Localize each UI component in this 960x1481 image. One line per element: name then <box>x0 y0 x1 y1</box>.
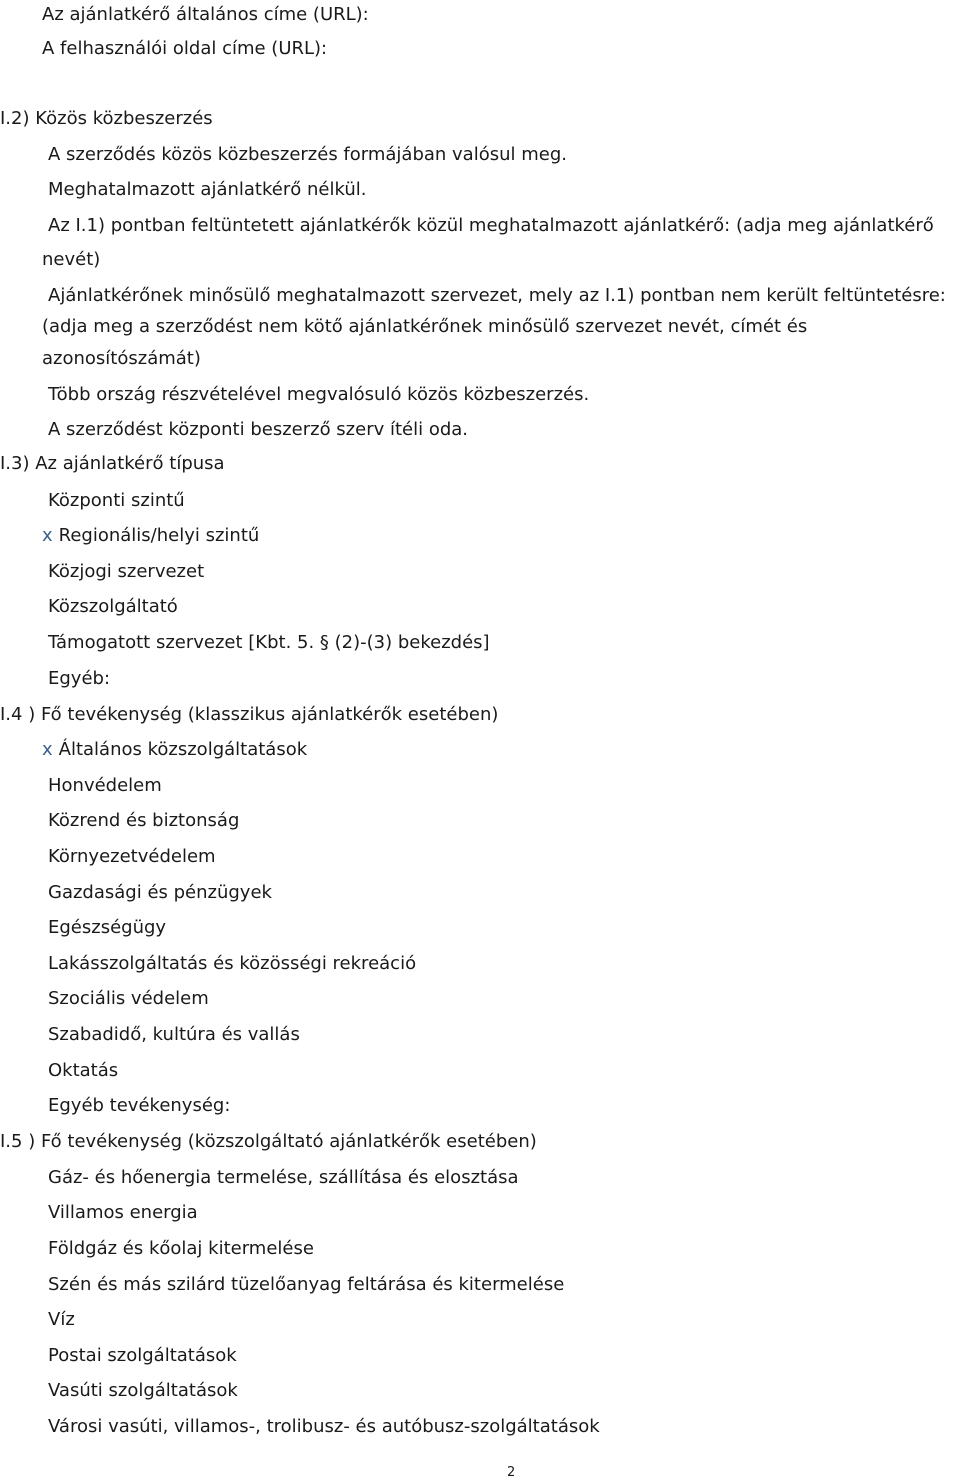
activity-other: Egyéb tevékenység: <box>48 1095 231 1116</box>
type-option-public-law: Közjogi szervezet <box>48 561 205 582</box>
joint-procurement-line: A szerződés közös közbeszerzés formájában valósul meg. <box>48 144 567 165</box>
utility-urban-transport: Városi vasúti, villamos-, trolibusz- és autóbusz-szolgáltatások <box>48 1416 600 1437</box>
activity-defence: Honvédelem <box>48 775 162 796</box>
section-heading-i5: I.5 ) Fő tevékenység (közszolgáltató ajánlatkérők esetében) <box>0 1131 537 1152</box>
type-option-utility: Közszolgáltató <box>48 596 178 617</box>
utility-electricity: Villamos energia <box>48 1202 198 1223</box>
selected-x-mark: x <box>42 525 53 546</box>
authorized-org-line: Ajánlatkérőnek minősülő meghatalmazott szervezet, mely az I.1) pontban nem került feltüntetésre: <box>48 285 946 306</box>
utility-water: Víz <box>48 1309 75 1330</box>
activity-general-public-label: Általános közszolgáltatások <box>58 739 308 760</box>
utility-postal: Postai szolgáltatások <box>48 1345 237 1366</box>
activity-economic: Gazdasági és pénzügyek <box>48 882 272 903</box>
type-option-regional-label: Regionális/helyi szintű <box>58 525 260 546</box>
selected-x-mark: x <box>42 739 53 760</box>
activity-social: Szociális védelem <box>48 988 209 1009</box>
utility-railway: Vasúti szolgáltatások <box>48 1380 238 1401</box>
page-number: 2 <box>507 1465 516 1480</box>
authorized-contracting-cont: nevét) <box>42 249 101 270</box>
activity-housing: Lakásszolgáltatás és közösségi rekreáció <box>48 953 417 974</box>
activity-education: Oktatás <box>48 1060 119 1081</box>
activity-general-public <box>42 738 307 762</box>
without-authorized-line: Meghatalmazott ajánlatkérő nélkül. <box>48 179 367 200</box>
type-option-supported: Támogatott szervezet [Kbt. 5. § (2)-(3) bekezdés] <box>48 632 490 653</box>
central-purchasing-line: A szerződést központi beszerző szerv ítéli oda. <box>48 419 469 440</box>
activity-environment: Környezetvédelem <box>48 846 216 867</box>
activity-public-order: Közrend és biztonság <box>48 810 240 831</box>
general-url-line: Az ajánlatkérő általános címe (URL): <box>42 4 369 25</box>
user-page-url-line: A felhasználói oldal címe (URL): <box>42 38 328 59</box>
utility-gas-oil: Földgáz és kőolaj kitermelése <box>48 1238 314 1259</box>
authorized-org-cont-2: azonosítószámát) <box>42 348 201 369</box>
utility-coal: Szén és más szilárd tüzelőanyag feltárása és kitermelése <box>48 1274 565 1295</box>
multi-country-line: Több ország részvételével megvalósuló közös közbeszerzés. <box>48 384 590 405</box>
activity-recreation: Szabadidő, kultúra és vallás <box>48 1024 300 1045</box>
authorized-contracting-line: Az I.1) pontban feltüntetett ajánlatkérők közül meghatalmazott ajánlatkérő: (adja meg ajánlatkérő <box>48 215 934 236</box>
section-heading-i4: I.4 ) Fő tevékenység (klasszikus ajánlatkérők esetében) <box>0 704 499 725</box>
utility-gas-heat: Gáz- és hőenergia termelése, szállítása és elosztása <box>48 1167 519 1188</box>
section-heading-i2: I.2) Közös közbeszerzés <box>0 108 213 129</box>
activity-health: Egészségügy <box>48 917 167 938</box>
type-option-central: Központi szintű <box>48 490 185 511</box>
type-option-other: Egyéb: <box>48 668 111 689</box>
type-option-regional <box>42 524 259 548</box>
section-heading-i3: I.3) Az ajánlatkérő típusa <box>0 453 225 474</box>
authorized-org-cont-1: (adja meg a szerződést nem kötő ajánlatkérőnek minősülő szervezet nevét, címét és <box>42 316 808 337</box>
